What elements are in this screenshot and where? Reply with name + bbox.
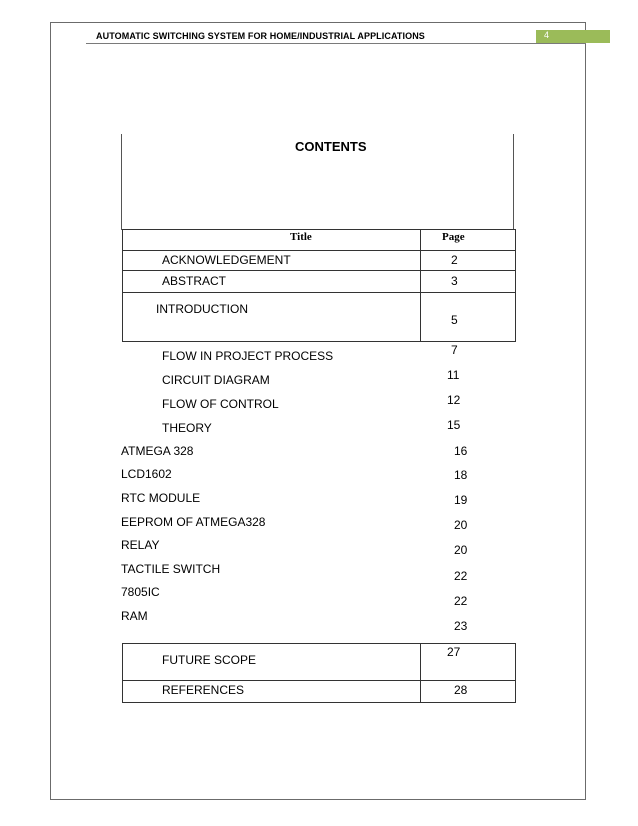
toc-page-lcd1602: 18 [454,468,468,482]
table-rule [122,680,516,681]
toc-page-introduction: 5 [451,313,458,327]
table-right-border [515,229,516,342]
toc-entry-circuit-diagram: CIRCUIT DIAGRAM [162,373,270,387]
toc-page-circuit-diagram: 11 [447,368,460,382]
toc-page-flow-in-project-process: 7 [451,343,458,357]
contents-heading: CONTENTS [295,139,367,154]
toc-entry-flow-of-control: FLOW OF CONTROL [162,397,279,411]
toc-page-acknowledgement: 2 [451,253,458,267]
toc-page-relay: 20 [454,543,468,557]
table-rule [122,702,516,703]
frame-left-line [121,134,122,230]
header-title: AUTOMATIC SWITCHING SYSTEM FOR HOME/INDUSTRIAL APPLICATIONS [96,31,425,41]
toc-entry-abstract: ABSTRACT [162,274,227,288]
toc-page-atmega-328: 16 [454,444,468,458]
table-right-border [515,643,516,703]
toc-page-flow-of-control: 12 [447,393,461,407]
toc-page-rtc-module: 19 [454,493,468,507]
toc-entry-flow-in-project-process: FLOW IN PROJECT PROCESS [162,349,334,363]
column-header-page: Page [442,231,465,243]
toc-entry-relay: RELAY [121,538,160,552]
table-rule [122,270,516,271]
toc-page-future-scope: 27 [447,645,461,659]
toc-entry-7805ic: 7805IC [121,585,160,599]
toc-entry-tactile-switch: TACTILE SWITCH [121,562,221,576]
table-rule [122,292,516,293]
table-left-border [122,229,123,342]
toc-entry-atmega-328: ATMEGA 328 [121,444,194,458]
toc-entry-references: REFERENCES [162,683,245,697]
toc-entry-acknowledgement: ACKNOWLEDGEMENT [162,253,291,267]
toc-page-references: 28 [454,683,468,697]
toc-page-7805ic: 22 [454,594,468,608]
toc-entry-eeprom-of-atmega328: EEPROM OF ATMEGA328 [121,515,266,529]
toc-page-eeprom-of-atmega328: 20 [454,518,468,532]
toc-page-tactile-switch: 22 [454,569,468,583]
header-rule [86,43,586,44]
table-column-divider [420,229,421,342]
table-column-divider [420,643,421,703]
toc-entry-ram: RAM [121,609,148,623]
toc-page-theory: 15 [447,418,461,432]
toc-page-abstract: 3 [451,274,458,288]
table-rule [122,341,516,342]
toc-entry-theory: THEORY [162,421,212,435]
toc-page-ram: 23 [454,619,468,633]
table-rule [122,643,516,644]
table-rule [122,250,516,251]
toc-entry-introduction: INTRODUCTION [156,302,248,316]
toc-entry-rtc-module: RTC MODULE [121,491,201,505]
table-rule [122,229,516,230]
column-header-title: Title [290,231,312,243]
toc-entry-future-scope: FUTURE SCOPE [162,653,257,667]
page-number: 4 [544,30,550,40]
table-left-border [122,643,123,703]
frame-right-line [513,134,514,230]
toc-entry-lcd1602: LCD1602 [121,467,172,481]
